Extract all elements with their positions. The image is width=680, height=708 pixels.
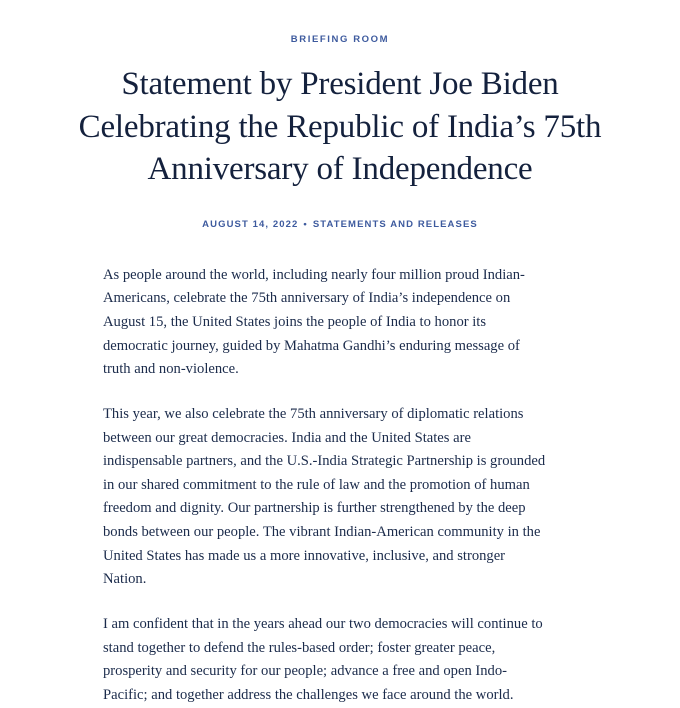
article-meta — [0, 219, 680, 230]
article-category-link[interactable]: STATEMENTS AND RELEASES — [312, 218, 478, 230]
breadcrumb-briefing-room[interactable]: BRIEFING ROOM — [290, 34, 390, 45]
article-paragraph: I am confident that in the years ahead our two democracies will continue to stand together to defend the rules-based order; foster greater peace, prosperity and security for our people; advance a free and open Indo-Pacific; and together address the challenges we face around the world. — [103, 616, 543, 703]
article-paragraph: This year, we also celebrate the 75th anniversary of diplomatic relations between our great democracies. India and the United States are indispensable partners, and the U.S.-India Strategic Partnership is grounded in our shared commitment to the rule of law and the promotion of human freedom and dignity. Our partnership is further strengthened by the deep bonds between our people. The vibrant Indian-American community in the United States has made us a more innovative, inclusive, and stronger Nation. — [103, 405, 546, 588]
publish-date: AUGUST 14, 2022 — [202, 218, 299, 230]
article-body — [0, 264, 680, 708]
page-title: Statement by President Joe Biden Celebrating the Republic of India’s 75th Anniversary of Independence — [78, 66, 602, 188]
article-paragraph: As people around the world, including nearly four million proud Indian-Americans, celebrate the 75th anniversary of India’s independence on August 15, the United States joins the people of India to honor its democratic journey, guided by Mahatma Gandhi’s enduring message of truth and non-violence. — [103, 266, 525, 378]
meta-separator: • — [303, 218, 308, 230]
